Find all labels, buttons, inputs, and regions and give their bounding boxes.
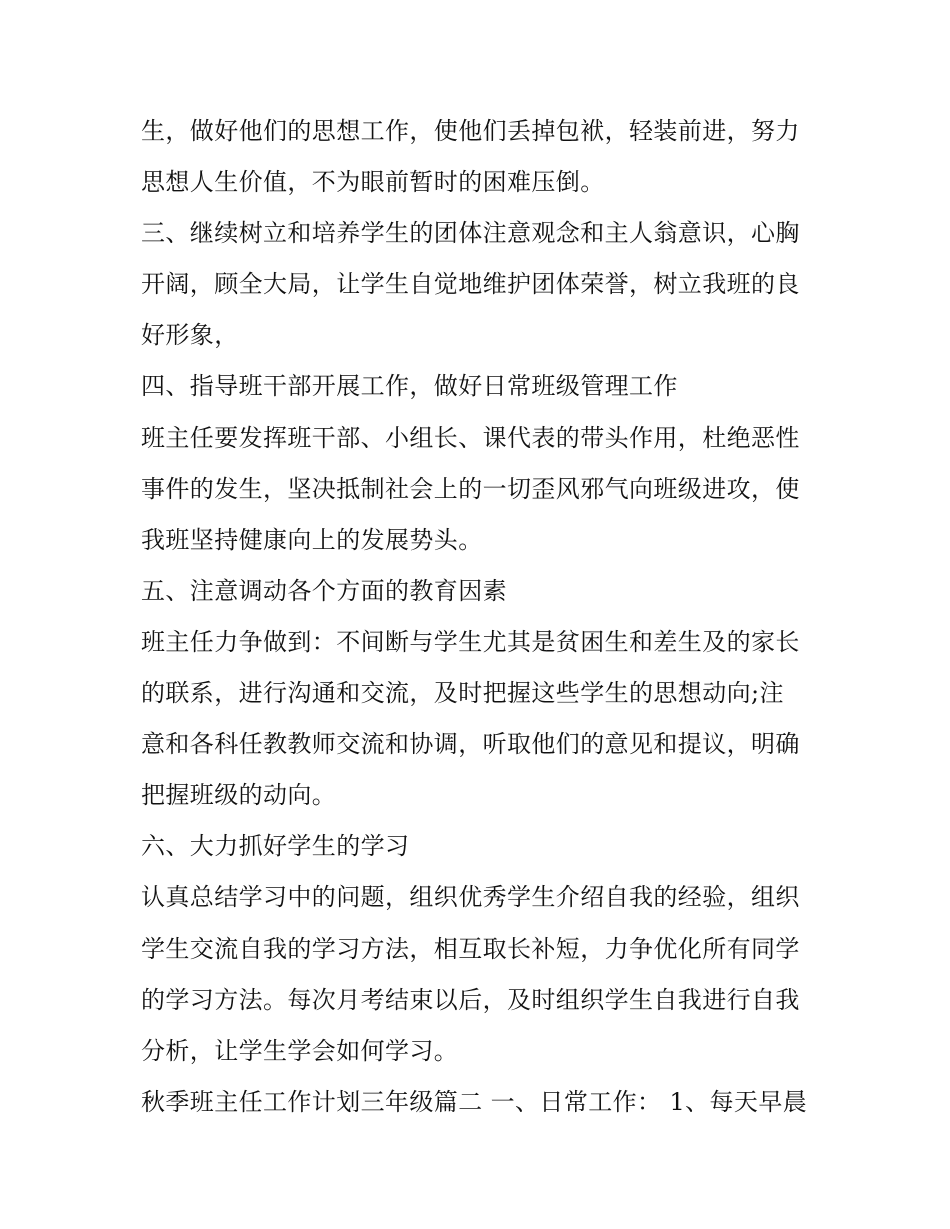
text-line: 我班坚持健康向上的发展势头。 <box>141 525 483 554</box>
text-line: 思想人生价值，不为眼前暂时的困难压倒。 <box>141 168 605 197</box>
text-line: 意和各科任教教师交流和协调，听取他们的意见和提议，明确 <box>141 730 800 759</box>
section-heading: 六、大力抓好学生的学习 <box>141 832 410 861</box>
text-line: 的学习方法。每次月考结束以后，及时组织学生自我进行自我 <box>141 985 800 1014</box>
text-line: 把握班级的动向。 <box>141 781 337 810</box>
text-line: 班主任力争做到：不间断与学生尤其是贫困生和差生及的家长 <box>141 627 800 656</box>
document-body <box>141 106 821 1128</box>
text-line: 班主任要发挥班干部、小组长、课代表的带头作用，杜绝恶性 <box>141 423 800 452</box>
text-line: 开阔，顾全大局，让学生自觉地维护团体荣誉，树立我班的良 <box>141 270 800 299</box>
text-line: 分析，让学生学会如何学习。 <box>141 1036 459 1065</box>
section-heading: 四、指导班干部开展工作，做好日常班级管理工作 <box>141 372 678 401</box>
text-line: 事件的发生，坚决抵制社会上的一切歪风邪气向班级进攻，使 <box>141 474 800 503</box>
text-line: 秋季班主任工作计划三年级篇二 一、日常工作： 1、每天早晨 <box>141 1087 808 1116</box>
section-heading: 五、注意调动各个方面的教育因素 <box>141 576 507 605</box>
text-line: 认真总结学习中的问题，组织优秀学生介绍自我的经验，组织 <box>141 883 800 912</box>
text-line: 学生交流自我的学习方法，相互取长补短，力争优化所有同学 <box>141 934 800 963</box>
text-line: 生，做好他们的思想工作，使他们丢掉包袱，轻装前进，努力 <box>141 117 800 145</box>
section-heading: 三、继续树立和培养学生的团体注意观念和主人翁意识，心胸 <box>141 219 800 248</box>
text-line: 好形象， <box>141 321 239 350</box>
text-line: 的联系，进行沟通和交流，及时把握这些学生的思想动向;注 <box>141 679 784 708</box>
